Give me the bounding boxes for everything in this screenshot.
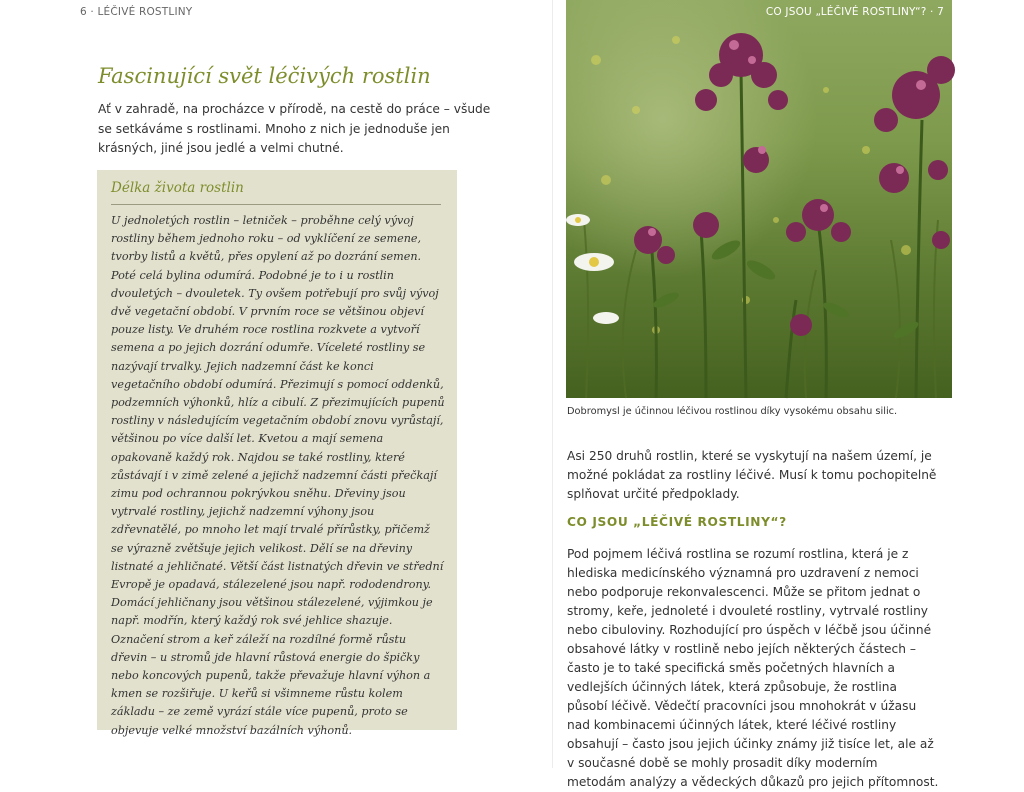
sidebar-box-text: U jednoletých rostlin – letniček – proběhne celý vývoj rostliny během jednoho roku – od vyklíčení ze semene, tvorby listů a květů, přes opylení až po dozrání semen. Poté celá bylina odumírá. Podobné je to i u rostlin dvouletých – dvouletek. Ty ovšem potřebují pro svůj vývoj dvě vegetační období. V prvním roce se většinou objeví pouze listy. Ve druhém roce rostlina rozkvete a vytvoří semena a po jejich dozrání odumře. Víceleté rostliny se nazývají trvalky. Jejich nadzemní část ke konci vegetačního období odumírá. Přezimují s pomocí oddenků, podzemních výhonků, hlíz a cibulí. Z přezimujících pupenů rostliny v následujícím vegetačním období znovu vyrůstají, většinou po více další let. Kvetou a mají semena opakovaně každý rok. Najdou se také rostliny, které zůstávají i v zimě zelené a jejichž nadzemní části přečkají zimu pod ochrannou pokrývkou sněhu. Dřeviny jsou vytrvalé rostliny, jejichž nadzemní výhony jsou zdřevnatělé, po mnoho let mají trvalé přírůstky, přičemž se výrazně zvětšuje jejich velikost. Dělí se na dřeviny listnaté a jehličnaté. Větší část listnatých dřevin ve střední Evropě je opadavá, stálezelené jsou např. rododendrony. Domácí jehličnany jsou většinou stálezelené, výjimkou je např. modřín, který každý rok své jehlice shazuje. Označení strom a keř záleží na rozdílné formě růstu dřevin – u stromů jde hlavní růstová energie do špičky nebo koncových pupenů, takže převažuje hlavní výhon a kmen se rozšiřuje. U keřů si všimneme růstu kolem základu – ze země vyrází stále více pupenů, proto se objevuje velké množství bazálních výhonů. <box>111 214 445 737</box>
sidebar-box-title: Délka života rostlin <box>111 180 244 196</box>
intro-paragraph: Ať v zahradě, na procházce v přírodě, na cestě do práce – všude se setkáváme s rostlinami. Mnoho z nich je jednoduše jen krásných, jiné jsou jedlé a velmi chutné. <box>98 102 491 155</box>
paragraph-2: Pod pojmem léčivá rostlina se rozumí rostlina, která je z hlediska medicínského významná pro uzdravení z nemoci nebo podporuje rekonvalescenci. Může se přitom jednat o stromy, keře, jednoleté i dvouleté rostliny, vytrvalé rostliny nebo cibuloviny. Rozhodující pro úspěch v léčbě jsou účinné obsahové látky v rostlině nebo jejích některých částech – často je to také specifická směs početných hlavních a vedlejších účinných látek, která způsobuje, že rostlina působí léčivě. Vědečtí pracovníci jsou mnohokrát v úžasu nad kombinacemi účinných látek, které léčivé rostliny obsahují – často jsou jejich účinky známy již tisíce let, ale až v současné době se mohly prosadit díky moderním metodám analýzy a vědeckých důkazů pro jejich přítomnost. <box>567 547 939 789</box>
sidebar-box-divider <box>111 204 441 205</box>
running-head-right: CO JSOU „LÉČIVÉ ROSTLINY“? · 7 <box>765 6 944 18</box>
page-heading: Fascinující svět léčivých rostlin <box>98 64 431 88</box>
running-head-left: 6 · LÉČIVÉ ROSTLINY <box>80 6 193 18</box>
paragraph-1: Asi 250 druhů rostlin, které se vyskytují na našem území, je možné pokládat za rostliny léčivé. Musí k tomu pochopitelně splňovat určité předpoklady. <box>567 449 937 501</box>
photo-caption: Dobromysl je účinnou léčivou rostlinou díky vysokému obsahu silic. <box>567 406 898 417</box>
section-subheading: CO JSOU „LÉČIVÉ ROSTLINY“? <box>567 515 787 529</box>
left-page <box>72 0 553 768</box>
right-page <box>566 0 952 789</box>
sidebar-box <box>97 170 457 737</box>
oregano-photo <box>566 0 952 398</box>
